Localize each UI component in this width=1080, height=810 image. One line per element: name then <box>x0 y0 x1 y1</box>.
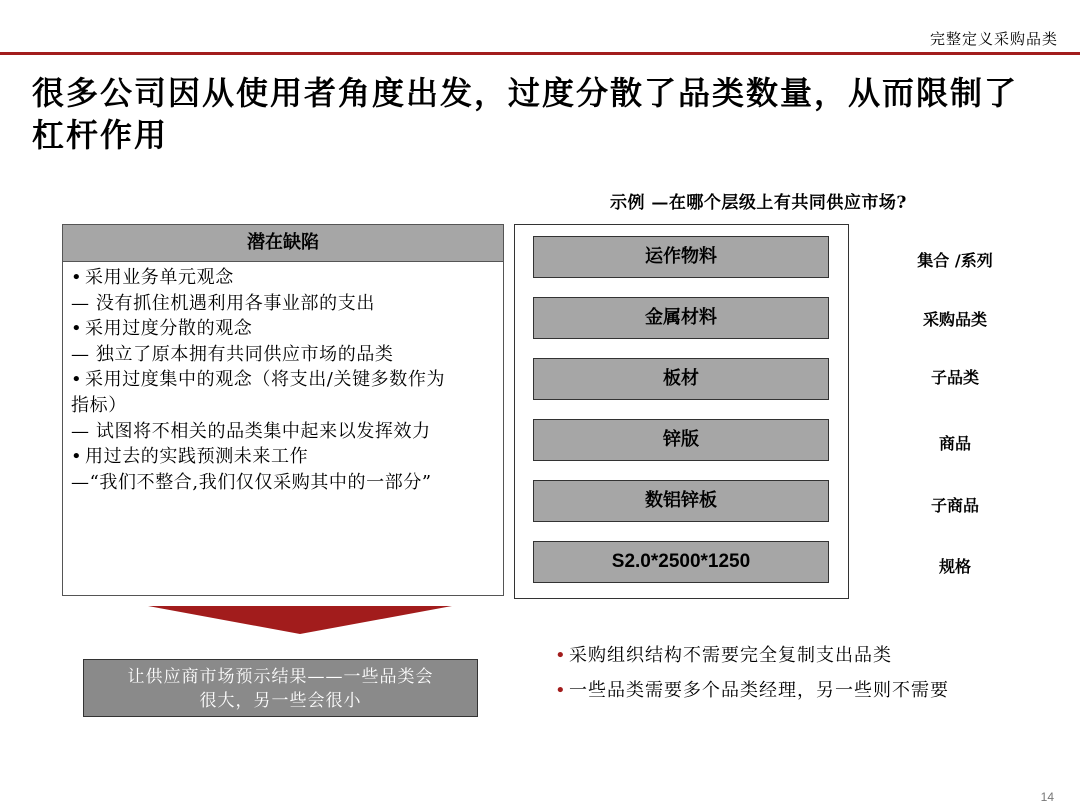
level-name-family: 集合 /系列 <box>917 251 993 270</box>
potential-defects-panel <box>62 224 504 596</box>
defect-line: — 试图将不相关的品类集中起来以发挥效力 <box>71 420 431 442</box>
down-arrow-icon <box>148 606 452 636</box>
defect-line: • 采用过度集中的观念（将支出/关键多数作为 <box>71 369 446 391</box>
level-name-spec: 规格 <box>938 557 971 576</box>
hierarchy-box-family: 运作物料 <box>533 236 829 278</box>
slide-title: 很多公司因从使用者角度出发，过度分散了品类数量，从而限制了杠杆作用 <box>32 74 1019 154</box>
defect-line: • 采用业务单元观念 <box>71 267 234 288</box>
result-box <box>83 659 478 717</box>
defect-line: — 没有抓住机遇利用各事业部的支出 <box>71 292 375 314</box>
header-divider <box>0 52 1080 55</box>
hierarchy-box-spec: S2.0*2500*1250 <box>533 541 829 583</box>
defects-heading: 潜在缺陷 <box>63 225 503 262</box>
defect-line: • 采用过度分散的观念 <box>71 318 253 340</box>
defect-line: 指标） <box>71 394 127 416</box>
hierarchy-box-subcategory: 板材 <box>533 358 829 400</box>
level-name-subcategory: 子品类 <box>930 368 979 387</box>
result-line-1: 让供应商市场预示结果——一些品类会 <box>127 667 434 687</box>
defect-line: — 独立了原本拥有共同供应市场的品类 <box>71 343 394 365</box>
level-name-commodity: 商品 <box>938 434 971 453</box>
result-line-2: 很大，另一些会很小 <box>199 691 362 711</box>
defect-line: —“我们不整合,我们仅仅采购其中的一部分” <box>71 471 432 493</box>
level-name-subcommodity: 子商品 <box>930 496 979 515</box>
defects-list <box>71 265 501 495</box>
section-label: 完整定义采购品类 <box>929 30 1058 48</box>
hierarchy-box-subcommodity: 数铝锌板 <box>533 480 829 522</box>
page-number: 14 <box>1040 790 1054 804</box>
note-item: • 一些品类需要多个品类经理，另一些则不需要 <box>555 680 949 701</box>
note-item: • 采购组织结构不需要完全复制支出品类 <box>555 645 892 666</box>
defect-line: • 用过去的实践预测未来工作 <box>71 446 309 468</box>
hierarchy-box-commodity: 锌版 <box>533 419 829 461</box>
hierarchy-frame <box>514 224 849 599</box>
notes-list <box>555 638 949 708</box>
level-name-category: 采购品类 <box>922 310 987 329</box>
hierarchy-box-category: 金属材料 <box>533 297 829 339</box>
example-caption: 示例 —在哪个层级上有共同供应市场? <box>610 193 907 213</box>
